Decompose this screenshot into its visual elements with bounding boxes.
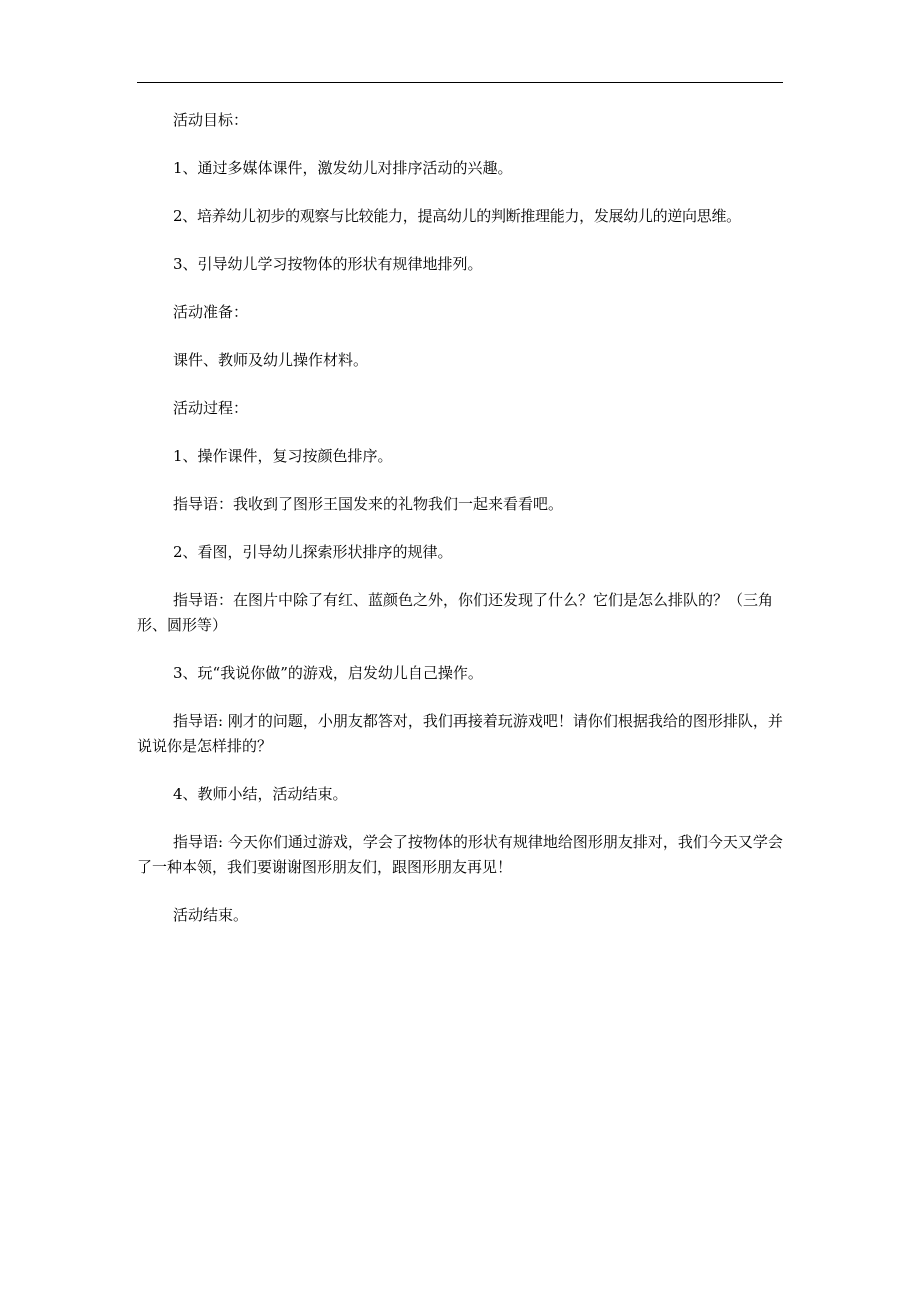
heading-activity-preparation: 活动准备：: [173, 303, 249, 321]
process-step-1: 1、操作课件，复习按颜色排序。: [173, 447, 393, 465]
goal-item-2: 2、培养幼儿初步的观察与比较能力，提高幼儿的判断推理能力，发展幼儿的逆向思维。: [173, 207, 741, 225]
goal-item-3: 3、引导幼儿学习按物体的形状有规律地排列。: [173, 255, 483, 273]
process-step-3: 3、玩“我说你做”的游戏，启发幼儿自己操作。: [173, 664, 483, 682]
process-step-2: 2、看图，引导幼儿探索形状排序的规律。: [173, 543, 453, 561]
document-body: [137, 108, 785, 951]
goal-item-1: 1、通过多媒体课件，激发幼儿对排序活动的兴趣。: [173, 159, 513, 177]
guidance-3: 指导语: 刚才的问题，小朋友都答对，我们再接着玩游戏吧！请你们根据我给的图形排队，并说说你是怎样排的？: [137, 712, 783, 755]
heading-activity-process: 活动过程：: [173, 399, 249, 417]
guidance-4: 指导语: 今天你们通过游戏，学会了按物体的形状有规律地给图形朋友排对，我们今天又学会了一种本领，我们要谢谢图形朋友们，跟图形朋友再见！: [137, 833, 783, 876]
guidance-2: 指导语：在图片中除了有红、蓝颜色之外，你们还发现了什么？它们是怎么排队的？（三角形、圆形等）: [137, 591, 774, 634]
heading-activity-goals: 活动目标：: [173, 111, 249, 129]
header-rule: [137, 82, 783, 83]
preparation-text: 课件、教师及幼儿操作材料。: [173, 351, 369, 369]
process-step-4: 4、教师小结，活动结束。: [173, 785, 348, 803]
guidance-1: 指导语：我收到了图形王国发来的礼物我们一起来看看吧。: [173, 495, 564, 513]
activity-end: 活动结束。: [173, 906, 249, 924]
